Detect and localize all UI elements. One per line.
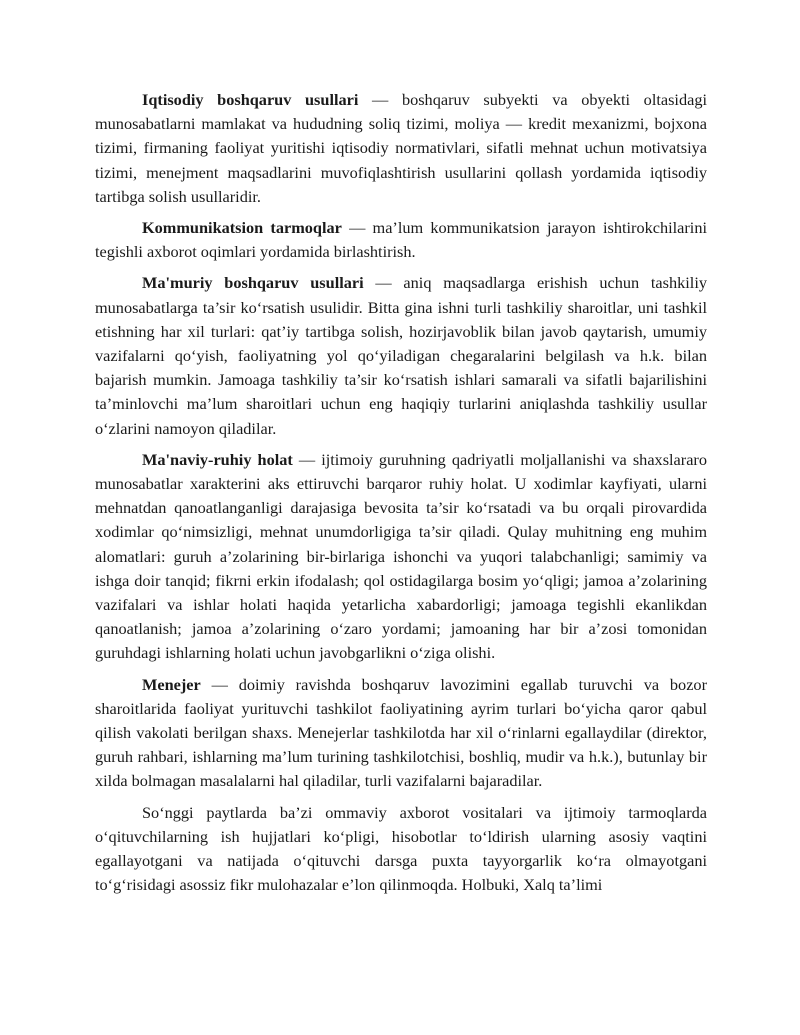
definition-text: — ma’lum kommunikatsion jarayon ishtirokchilarini tegishli axborot oqimlari yordamida birlashtirish. — [95, 218, 707, 262]
definition-text: — ijtimoiy guruhning qadriyatli moljallanishi va shaxslararo munosabatlar xarakterini aks ettiruvchi barqaror ruhiy holat. U xodimlar kayfiyati, ularni mehnatdan qanoatlanganligi darajasiga bevosita ta’sir ko‘rsatadi va bu orqali pirovardida xodimlar qo‘nimsizligi, mehnat unumdorligiga ta’sir qiladi. Qulay muhitning eng muhim alomatlari: guruh a’zolarining bir-birlariga ishonchi va yuqori talabchanligi; samimiy va ishga doir tanqid; fikrni erkin ifodalash; qol ostidagilarga bosim yo‘qligi; jamoa a’zolarining vazifalari va ishlar holati haqida yetarlicha xabardorligi; jamoaga tegishli ekanlikdan qanoatlanish; jamoa a’zolarining o‘zaro yordami; jamoaning har bir a’zosi tomonidan guruhdagi ishlarning holati uchun javobgarlikni o‘ziga olishi. — [95, 449, 707, 663]
paragraph-kommunikatsion-tarmoqlar — [95, 216, 707, 264]
paragraph-body-text — [95, 801, 707, 898]
body-text: So‘nggi paytlarda ba’zi ommaviy axborot vositalari va ijtimoiy tarmoqlarda o‘qituvchilarning ish hujjatlari ko‘pligi, hisobotlar to‘ldirish ularning asosiy vaqtini egallayotgani va natijada o‘qituvchi darsga puxta tayyorgarlik ko‘ra olmayotgani to‘g‘risidagi asossiz fikr mulohazalar e’lon qilinmoqda. Holbuki, Xalq ta’limi — [95, 802, 707, 895]
definition-text: — boshqaruv subyekti va obyekti oltasidagi munosabatlarni mamlakat va hududning soliq tizimi, moliya — kredit mexanizmi, bojxona tizimi, firmaning faoliyat yuritishi iqtisodiy normativlari, sifatli mehnat uchun motivatsiya tizimi, menejment maqsadlarini muvofiqlashtirish usullarini qollash yordamida iqtisodiy tartibga solish usullaridir. — [95, 90, 707, 206]
paragraph-menejer — [95, 673, 707, 794]
term-manaviy-ruhiy-holat: Ma'naviy-ruhiy holat — [142, 449, 293, 469]
term-menejer: Menejer — [142, 674, 201, 694]
term-kommunikatsion-tarmoqlar: Kommunikatsion tarmoqlar — [142, 218, 342, 238]
term-mamuriy-boshqaruv-usullari: Ma'muriy boshqaruv usullari — [142, 273, 364, 293]
document-page — [95, 88, 707, 905]
definition-text: — doimiy ravishda boshqaruv lavozimini egallab turuvchi va bozor sharoitlarida faoliyat yurituvchi tashkilot faoliyatining ayrim turlari bo‘yicha qaror qabul qilish vakolati berilgan shaxs. Menejerlar tashkilotda har xil o‘rinlarni egallaydilar (direktor, guruh rahbari, ishlarning ma’lum turining tashkilotchisi, boshliq, mudir va h.k.), butunlay bir xilda bolmagan masalalarni hal qiladilar, turli vazifalarni bajaradilar. — [95, 674, 707, 791]
paragraph-mamuriy-usullar — [95, 271, 707, 440]
paragraph-manaviy-ruhiy-holat — [95, 448, 707, 666]
definition-text: — aniq maqsadlarga erishish uchun tashkiliy munosabatlarga ta’sir ko‘rsatish usulidir. Bitta gina ishni turli tashkiliy sharoitlar, uni tashkil etishning har xil turlari: qat’iy tartibga solish, hozirjavoblik bilan javob qaytarish, umumiy vazifalarni qo‘yish, faoliyatning yol qo‘yiladigan chegaralarini belgilash va h.k. bilan bajarish mumkin. Jamoaga tashkiliy ta’sir ko‘rsatish ishlari samarali va sifatli bajarilishini ta’minlovchi ma’lum sharoitlari uchun eng haqiqiy turlarini aniqlashda tashkiliy usullar o‘zlarini namoyon qiladilar. — [95, 273, 707, 438]
term-iqtisodiy-boshqaruv-usullari: Iqtisodiy boshqaruv usullari — [142, 90, 359, 109]
paragraph-iqtisodiy-usullar — [95, 88, 707, 209]
